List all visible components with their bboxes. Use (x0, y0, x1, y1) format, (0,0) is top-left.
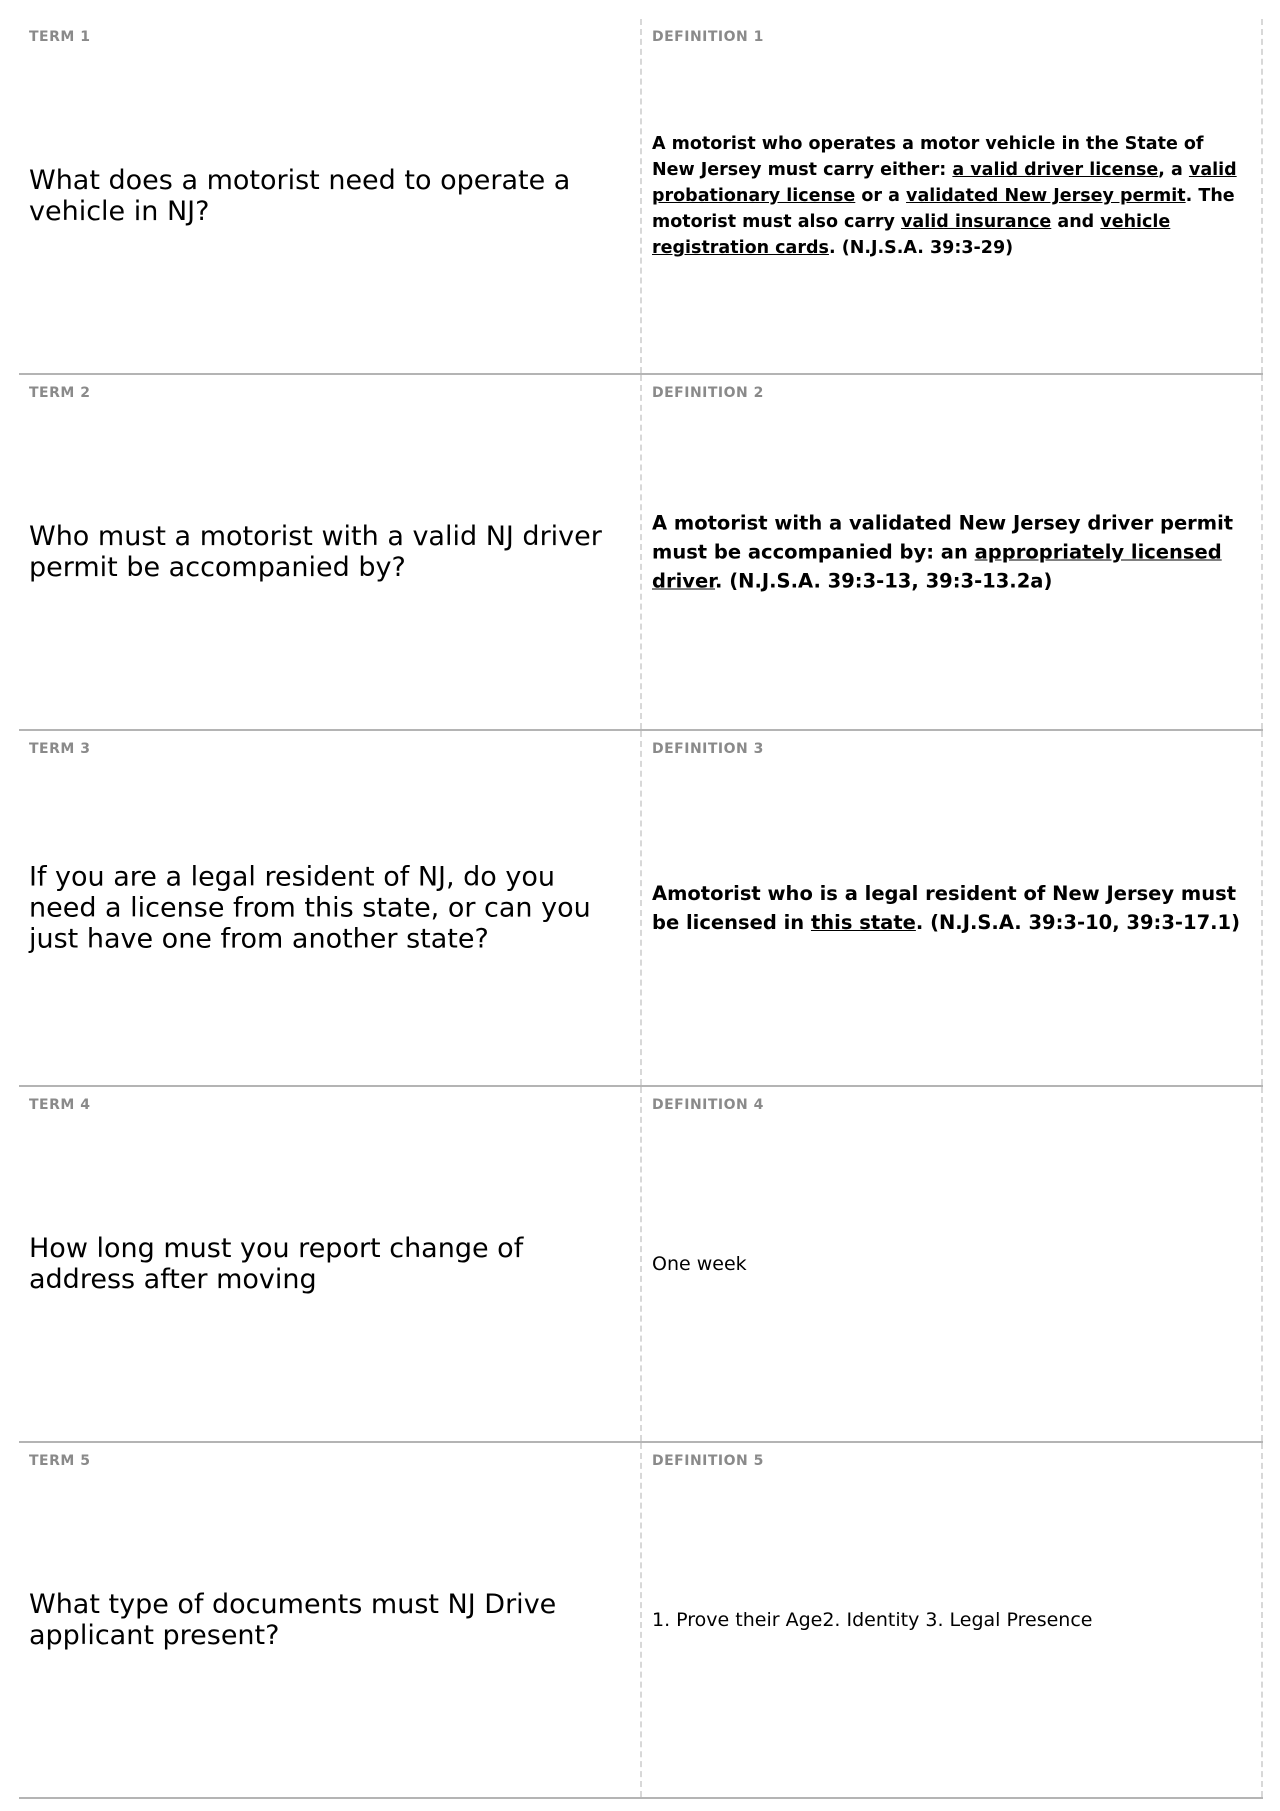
term-text: What type of documents must NJ Drive applicant present? (29, 1589, 557, 1651)
definition-segment: . The motorist must also carry (652, 186, 1235, 232)
underlined-phrase: valid insurance (901, 212, 1052, 232)
definition-cell (642, 1087, 1263, 1441)
definition-label: DEFINITION 3 (652, 741, 764, 757)
term-text: What does a motorist need to operate a vehicle in NJ? (29, 165, 571, 227)
term-label: TERM 5 (29, 1453, 91, 1469)
definition-segment: . (N.J.S.A. 39:3-29) (828, 238, 1014, 258)
underlined-phrase: vehicle registration cards (652, 212, 1171, 258)
term-cell (19, 1087, 642, 1441)
underlined-phrase: valid probationary license (652, 160, 1237, 206)
term-cell (19, 19, 642, 373)
flashcard-sheet (19, 19, 1263, 1799)
card-row-5 (19, 1443, 1263, 1799)
definition-segment: . (N.J.S.A. 39:3-13, 39:3-13.2a) (715, 569, 1053, 593)
term-cell (19, 731, 642, 1085)
term-label: TERM 1 (29, 29, 91, 45)
definition-cell (642, 375, 1263, 729)
definition-segment: Amotorist who is a legal resident of New Jersey must be licensed in (652, 882, 1237, 934)
term-label: TERM 3 (29, 741, 91, 757)
underlined-phrase: this state (810, 911, 916, 934)
definition-label: DEFINITION 1 (652, 29, 764, 45)
definition-segment: and (1051, 212, 1101, 232)
definition-label: DEFINITION 2 (652, 385, 764, 401)
definition-cell (642, 731, 1263, 1085)
term-cell (19, 375, 642, 729)
definition-text (652, 509, 1249, 596)
card-row-3 (19, 731, 1263, 1087)
underlined-phrase: appropriately licensed driver (652, 540, 1222, 593)
card-row-2 (19, 375, 1263, 731)
definition-text (652, 879, 1249, 937)
term-label: TERM 2 (29, 385, 91, 401)
term-label: TERM 4 (29, 1097, 91, 1113)
underlined-phrase: a valid driver license (952, 160, 1159, 180)
term-cell (19, 1443, 642, 1797)
definition-segment: A motorist who operates a motor vehicle in the State of New Jersey must carry either: (652, 134, 1204, 180)
card-row-1 (19, 19, 1263, 375)
definition-segment: . (N.J.S.A. 39:3-10, 39:3-17.1) (915, 911, 1241, 934)
definition-segment: A motorist with a validated New Jersey driver permit must be accompanied by: an (652, 511, 1234, 564)
definition-text: 1. Prove their Age2. Identity 3. Legal Presence (652, 1609, 1093, 1631)
term-text: If you are a legal resident of NJ, do you need a license from this state, or can you just have one from another state? (29, 861, 591, 955)
underlined-phrase: validated New Jersey permit (906, 186, 1186, 206)
definition-text: One week (652, 1253, 747, 1275)
term-text: How long must you report change of address after moving (29, 1233, 524, 1295)
definition-cell (642, 1443, 1263, 1797)
definition-label: DEFINITION 4 (652, 1097, 764, 1113)
definition-label: DEFINITION 5 (652, 1453, 764, 1469)
definition-cell (642, 19, 1263, 373)
definition-text (652, 131, 1249, 261)
definition-segment: , a (1158, 160, 1189, 180)
definition-segment: or a (855, 186, 907, 206)
card-row-4 (19, 1087, 1263, 1443)
term-text: Who must a motorist with a valid NJ driver permit be accompanied by? (29, 521, 602, 583)
